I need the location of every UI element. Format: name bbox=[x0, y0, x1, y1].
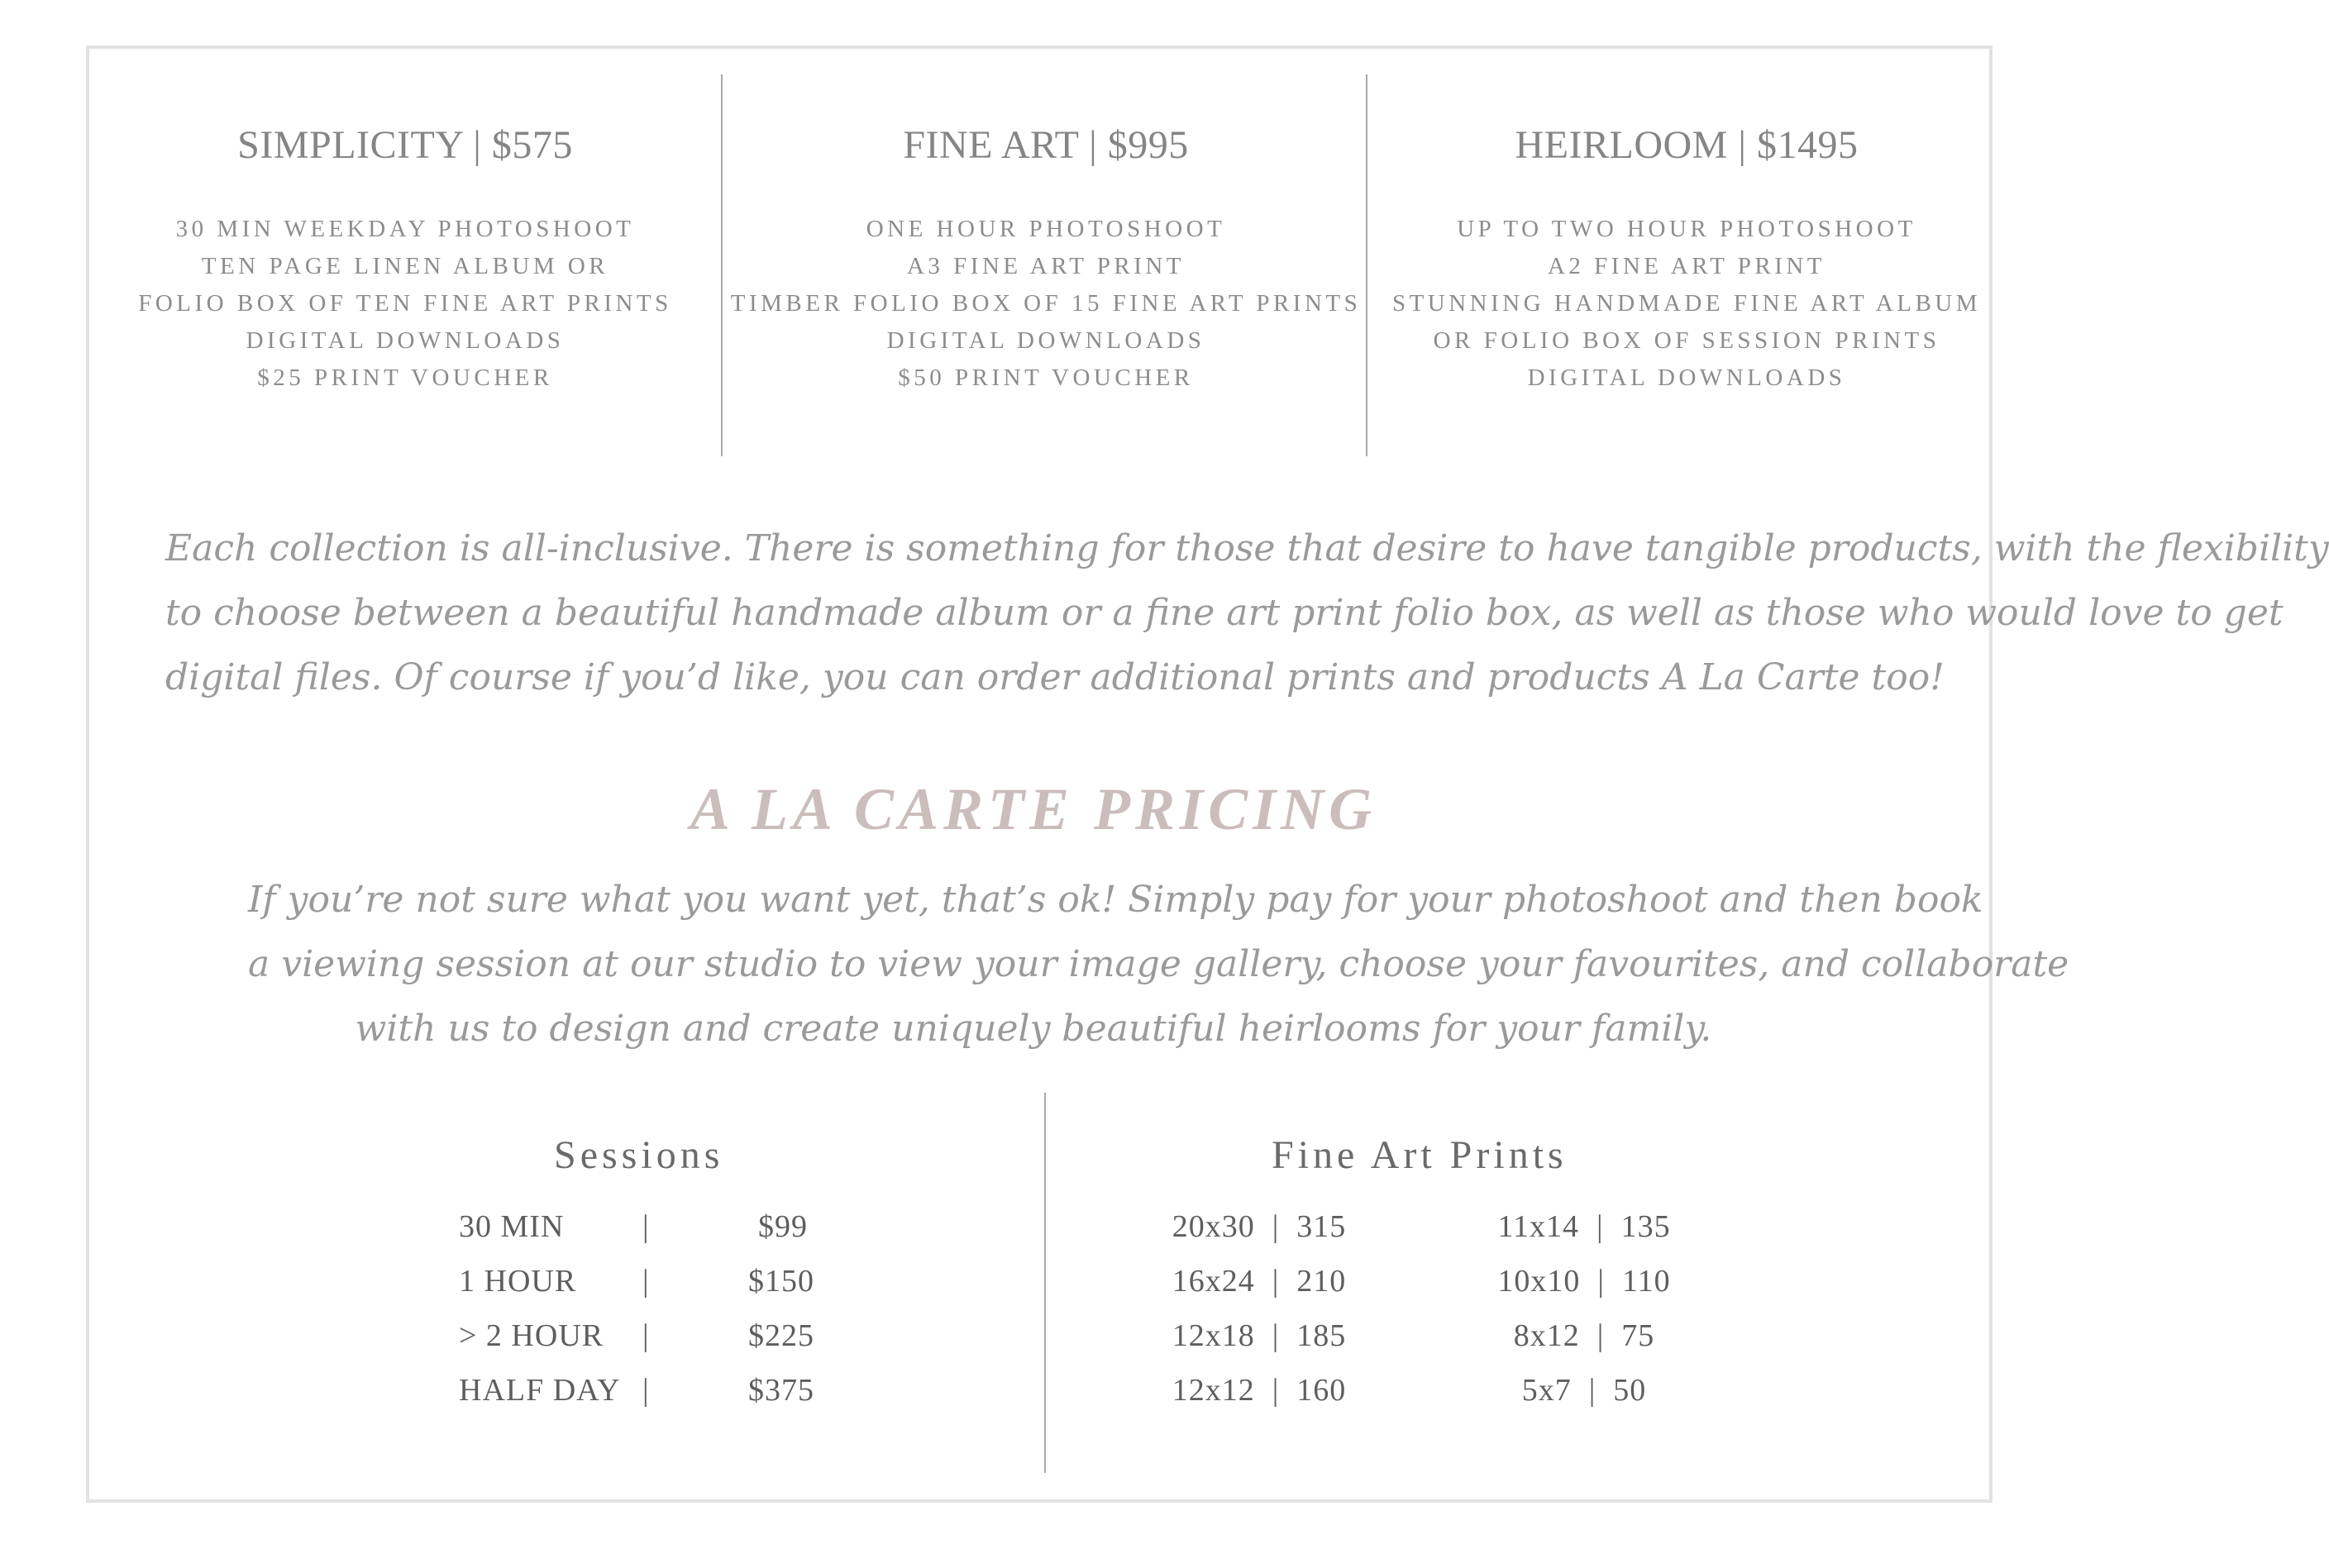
a-la-carte-heading: A LA CARTE PRICING bbox=[690, 776, 1377, 842]
table-divider bbox=[1044, 1093, 1046, 1473]
package-item: ONE HOUR PHOTOSHOOT bbox=[866, 216, 1226, 242]
package-simplicity bbox=[107, 122, 703, 397]
print-size-price: 12x12 | 160 bbox=[1172, 1373, 1347, 1408]
session-label: 1 HOUR bbox=[459, 1264, 577, 1299]
package-item: DIGITAL DOWNLOADS bbox=[886, 327, 1205, 354]
print-size-price: 8x12 | 75 bbox=[1513, 1318, 1655, 1353]
package-item: FOLIO BOX OF TEN FINE ART PRINTS bbox=[138, 290, 672, 317]
package-item: DIGITAL DOWNLOADS bbox=[1527, 365, 1846, 391]
description-line: Each collection is all-inclusive. There is something for those that desire to have tangible products, with the flexibility bbox=[165, 527, 2329, 570]
sessions-title: Sessions bbox=[554, 1133, 724, 1177]
package-title: FINE ART | $995 bbox=[903, 123, 1189, 167]
print-size-price: 10x10 | 110 bbox=[1497, 1264, 1671, 1299]
package-item: $50 PRINT VOUCHER bbox=[898, 365, 1194, 391]
package-item: A2 FINE ART PRINT bbox=[1547, 253, 1826, 279]
session-label: > 2 HOUR bbox=[459, 1318, 604, 1353]
package-heirloom bbox=[1381, 122, 1993, 397]
row-separator: | bbox=[642, 1264, 650, 1299]
package-item: OR FOLIO BOX OF SESSION PRINTS bbox=[1433, 327, 1940, 354]
description-line: If you’re not sure what you want yet, that’s ok! Simply pay for your photoshoot and then book bbox=[248, 879, 1983, 921]
package-title: HEIRLOOM | $1495 bbox=[1515, 123, 1859, 167]
package-item: $25 PRINT VOUCHER bbox=[257, 365, 553, 391]
description-line: with us to design and create uniquely beautiful heirlooms for your family. bbox=[355, 1008, 1712, 1050]
session-label: HALF DAY bbox=[459, 1373, 621, 1408]
print-size-price: 5x7 | 50 bbox=[1521, 1373, 1647, 1408]
fine-art-prints-title: Fine Art Prints bbox=[1272, 1133, 1568, 1177]
column-divider bbox=[1366, 74, 1367, 456]
session-label: 30 MIN bbox=[459, 1209, 565, 1244]
package-item: TEN PAGE LINEN ALBUM OR bbox=[201, 253, 609, 279]
package-item: STUNNING HANDMADE FINE ART ALBUM bbox=[1391, 290, 1982, 317]
package-item: DIGITAL DOWNLOADS bbox=[246, 327, 565, 354]
session-price: $99 bbox=[758, 1209, 808, 1244]
description-line: to choose between a beautiful handmade album or a fine art print folio box, as well as those who would love to get bbox=[165, 592, 2284, 634]
package-item: TIMBER FOLIO BOX OF 15 FINE ART PRINTS bbox=[730, 290, 1362, 317]
print-size-price: 11x14 | 135 bbox=[1497, 1209, 1671, 1244]
package-item: A3 FINE ART PRINT bbox=[906, 253, 1186, 279]
print-size-price: 12x18 | 185 bbox=[1172, 1318, 1347, 1353]
package-title: SIMPLICITY | $575 bbox=[237, 123, 573, 167]
collections-description bbox=[165, 517, 2329, 710]
row-separator: | bbox=[642, 1373, 650, 1408]
print-size-price: 16x24 | 210 bbox=[1172, 1264, 1347, 1299]
package-item: UP TO TWO HOUR PHOTOSHOOT bbox=[1457, 216, 1916, 242]
session-price: $150 bbox=[748, 1264, 814, 1299]
package-fine-art bbox=[728, 122, 1364, 397]
a-la-carte-description bbox=[248, 868, 2069, 1061]
column-divider bbox=[721, 74, 723, 456]
row-separator: | bbox=[642, 1209, 650, 1244]
session-price: $225 bbox=[748, 1318, 814, 1353]
package-item: 30 MIN WEEKDAY PHOTOSHOOT bbox=[175, 216, 635, 242]
session-price: $375 bbox=[748, 1373, 814, 1408]
print-size-price: 20x30 | 315 bbox=[1172, 1209, 1347, 1244]
description-line: a viewing session at our studio to view your image gallery, choose your favourites, and collaborate bbox=[248, 943, 2069, 985]
description-line: digital files. Of course if you’d like, you can order additional prints and products A La Carte too! bbox=[165, 656, 1945, 698]
row-separator: | bbox=[642, 1318, 650, 1353]
